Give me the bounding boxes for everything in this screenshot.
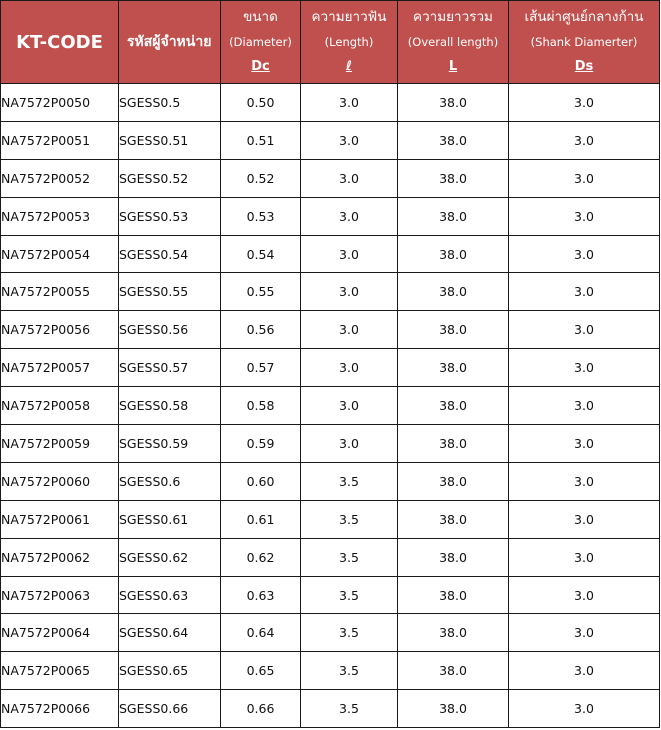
cell-diameter: 0.62 [221, 538, 301, 576]
cell-diameter: 0.60 [221, 462, 301, 500]
cell-kt-code: NA7572P0055 [1, 273, 119, 311]
cell-length: 3.5 [301, 690, 398, 728]
cell-length: 3.0 [301, 121, 398, 159]
cell-diameter: 0.58 [221, 387, 301, 425]
cell-diameter: 0.65 [221, 652, 301, 690]
cell-supplier-code: SGESS0.55 [119, 273, 221, 311]
cell-kt-code: NA7572P0063 [1, 576, 119, 614]
table-row [1, 84, 660, 122]
cell-shank-diameter: 3.0 [509, 84, 660, 122]
cell-diameter: 0.54 [221, 235, 301, 273]
cell-diameter: 0.51 [221, 121, 301, 159]
cell-shank-diameter: 3.0 [509, 273, 660, 311]
cell-kt-code: NA7572P0051 [1, 121, 119, 159]
cell-shank-diameter: 3.0 [509, 500, 660, 538]
cell-supplier-code: SGESS0.61 [119, 500, 221, 538]
table-row [1, 311, 660, 349]
cell-overall-length: 38.0 [398, 311, 509, 349]
table-header [1, 1, 660, 84]
cell-supplier-code: SGESS0.57 [119, 349, 221, 387]
cell-kt-code: NA7572P0064 [1, 614, 119, 652]
cell-shank-diameter: 3.0 [509, 159, 660, 197]
cell-diameter: 0.53 [221, 197, 301, 235]
cell-shank-diameter: 3.0 [509, 349, 660, 387]
cell-shank-diameter: 3.0 [509, 121, 660, 159]
table-row [1, 121, 660, 159]
header-diameter-en: (Diameter) [229, 35, 292, 49]
cell-length: 3.5 [301, 652, 398, 690]
cell-diameter: 0.61 [221, 500, 301, 538]
cell-overall-length: 38.0 [398, 273, 509, 311]
header-overall-length [398, 1, 509, 84]
cell-shank-diameter: 3.0 [509, 311, 660, 349]
cell-supplier-code: SGESS0.66 [119, 690, 221, 728]
cell-shank-diameter: 3.0 [509, 614, 660, 652]
cell-overall-length: 38.0 [398, 576, 509, 614]
cell-supplier-code: SGESS0.59 [119, 425, 221, 463]
cell-kt-code: NA7572P0058 [1, 387, 119, 425]
cell-shank-diameter: 3.0 [509, 425, 660, 463]
cell-shank-diameter: 3.0 [509, 538, 660, 576]
cell-length: 3.0 [301, 235, 398, 273]
header-length-th: ความยาวฟัน [311, 9, 387, 25]
cell-diameter: 0.59 [221, 425, 301, 463]
cell-overall-length: 38.0 [398, 84, 509, 122]
header-length [301, 1, 398, 84]
cell-diameter: 0.52 [221, 159, 301, 197]
cell-shank-diameter: 3.0 [509, 690, 660, 728]
cell-supplier-code: SGESS0.58 [119, 387, 221, 425]
cell-overall-length: 38.0 [398, 197, 509, 235]
table-row [1, 159, 660, 197]
cell-length: 3.0 [301, 273, 398, 311]
cell-diameter: 0.50 [221, 84, 301, 122]
table-body [1, 84, 660, 728]
cell-supplier-code: SGESS0.51 [119, 121, 221, 159]
header-shank-diameter-symbol: Ds [574, 59, 594, 74]
cell-length: 3.5 [301, 614, 398, 652]
header-shank-diameter-th: เส้นผ่าศูนย์กลางก้าน [524, 9, 644, 25]
header-overall-length-en: (Overall length) [407, 35, 499, 49]
cell-overall-length: 38.0 [398, 235, 509, 273]
header-supplier-code: รหัสผู้จำหน่าย [119, 1, 221, 84]
table-row [1, 690, 660, 728]
cell-overall-length: 38.0 [398, 462, 509, 500]
cell-shank-diameter: 3.0 [509, 576, 660, 614]
header-length-en: (Length) [324, 35, 374, 49]
cell-overall-length: 38.0 [398, 349, 509, 387]
cell-overall-length: 38.0 [398, 159, 509, 197]
table-row [1, 235, 660, 273]
header-kt-code: KT-CODE [1, 1, 119, 84]
cell-length: 3.5 [301, 538, 398, 576]
cell-kt-code: NA7572P0054 [1, 235, 119, 273]
table-row [1, 197, 660, 235]
table-row [1, 500, 660, 538]
cell-diameter: 0.56 [221, 311, 301, 349]
header-length-symbol: ℓ [345, 59, 353, 74]
table-row [1, 387, 660, 425]
cell-kt-code: NA7572P0062 [1, 538, 119, 576]
table-row [1, 349, 660, 387]
table-row [1, 425, 660, 463]
cell-diameter: 0.64 [221, 614, 301, 652]
header-diameter-symbol: Dc [251, 59, 270, 74]
table-row [1, 538, 660, 576]
cell-supplier-code: SGESS0.6 [119, 462, 221, 500]
cell-kt-code: NA7572P0060 [1, 462, 119, 500]
cell-kt-code: NA7572P0056 [1, 311, 119, 349]
cell-overall-length: 38.0 [398, 652, 509, 690]
cell-overall-length: 38.0 [398, 500, 509, 538]
table-row [1, 273, 660, 311]
table-row [1, 462, 660, 500]
cell-kt-code: NA7572P0065 [1, 652, 119, 690]
cell-diameter: 0.55 [221, 273, 301, 311]
cell-supplier-code: SGESS0.52 [119, 159, 221, 197]
cell-shank-diameter: 3.0 [509, 387, 660, 425]
cell-diameter: 0.66 [221, 690, 301, 728]
cell-supplier-code: SGESS0.5 [119, 84, 221, 122]
cell-length: 3.0 [301, 387, 398, 425]
cell-kt-code: NA7572P0050 [1, 84, 119, 122]
cell-supplier-code: SGESS0.64 [119, 614, 221, 652]
header-overall-length-symbol: L [448, 59, 458, 74]
cell-kt-code: NA7572P0052 [1, 159, 119, 197]
cell-kt-code: NA7572P0059 [1, 425, 119, 463]
header-shank-diameter [509, 1, 660, 84]
cell-kt-code: NA7572P0066 [1, 690, 119, 728]
cell-supplier-code: SGESS0.62 [119, 538, 221, 576]
cell-length: 3.0 [301, 311, 398, 349]
cell-supplier-code: SGESS0.63 [119, 576, 221, 614]
cell-supplier-code: SGESS0.56 [119, 311, 221, 349]
cell-kt-code: NA7572P0057 [1, 349, 119, 387]
header-row [1, 1, 660, 84]
cell-diameter: 0.63 [221, 576, 301, 614]
cell-overall-length: 38.0 [398, 614, 509, 652]
cell-length: 3.0 [301, 197, 398, 235]
cell-shank-diameter: 3.0 [509, 462, 660, 500]
header-diameter [221, 1, 301, 84]
cell-diameter: 0.57 [221, 349, 301, 387]
cell-length: 3.5 [301, 462, 398, 500]
cell-length: 3.0 [301, 84, 398, 122]
cell-overall-length: 38.0 [398, 425, 509, 463]
cell-length: 3.0 [301, 159, 398, 197]
cell-kt-code: NA7572P0061 [1, 500, 119, 538]
cell-supplier-code: SGESS0.65 [119, 652, 221, 690]
cell-kt-code: NA7572P0053 [1, 197, 119, 235]
cell-length: 3.5 [301, 500, 398, 538]
cell-shank-diameter: 3.0 [509, 652, 660, 690]
cell-length: 3.5 [301, 576, 398, 614]
cell-shank-diameter: 3.0 [509, 235, 660, 273]
table-row [1, 576, 660, 614]
cell-shank-diameter: 3.0 [509, 197, 660, 235]
cell-overall-length: 38.0 [398, 387, 509, 425]
cell-length: 3.0 [301, 349, 398, 387]
cell-overall-length: 38.0 [398, 121, 509, 159]
cell-overall-length: 38.0 [398, 690, 509, 728]
header-diameter-th: ขนาด [243, 9, 278, 25]
header-overall-length-th: ความยาวรวม [413, 9, 493, 25]
table-row [1, 652, 660, 690]
cell-supplier-code: SGESS0.53 [119, 197, 221, 235]
cell-overall-length: 38.0 [398, 538, 509, 576]
cell-supplier-code: SGESS0.54 [119, 235, 221, 273]
header-shank-diameter-en: (Shank Diamerter) [530, 35, 638, 49]
cell-length: 3.0 [301, 425, 398, 463]
table-row [1, 614, 660, 652]
